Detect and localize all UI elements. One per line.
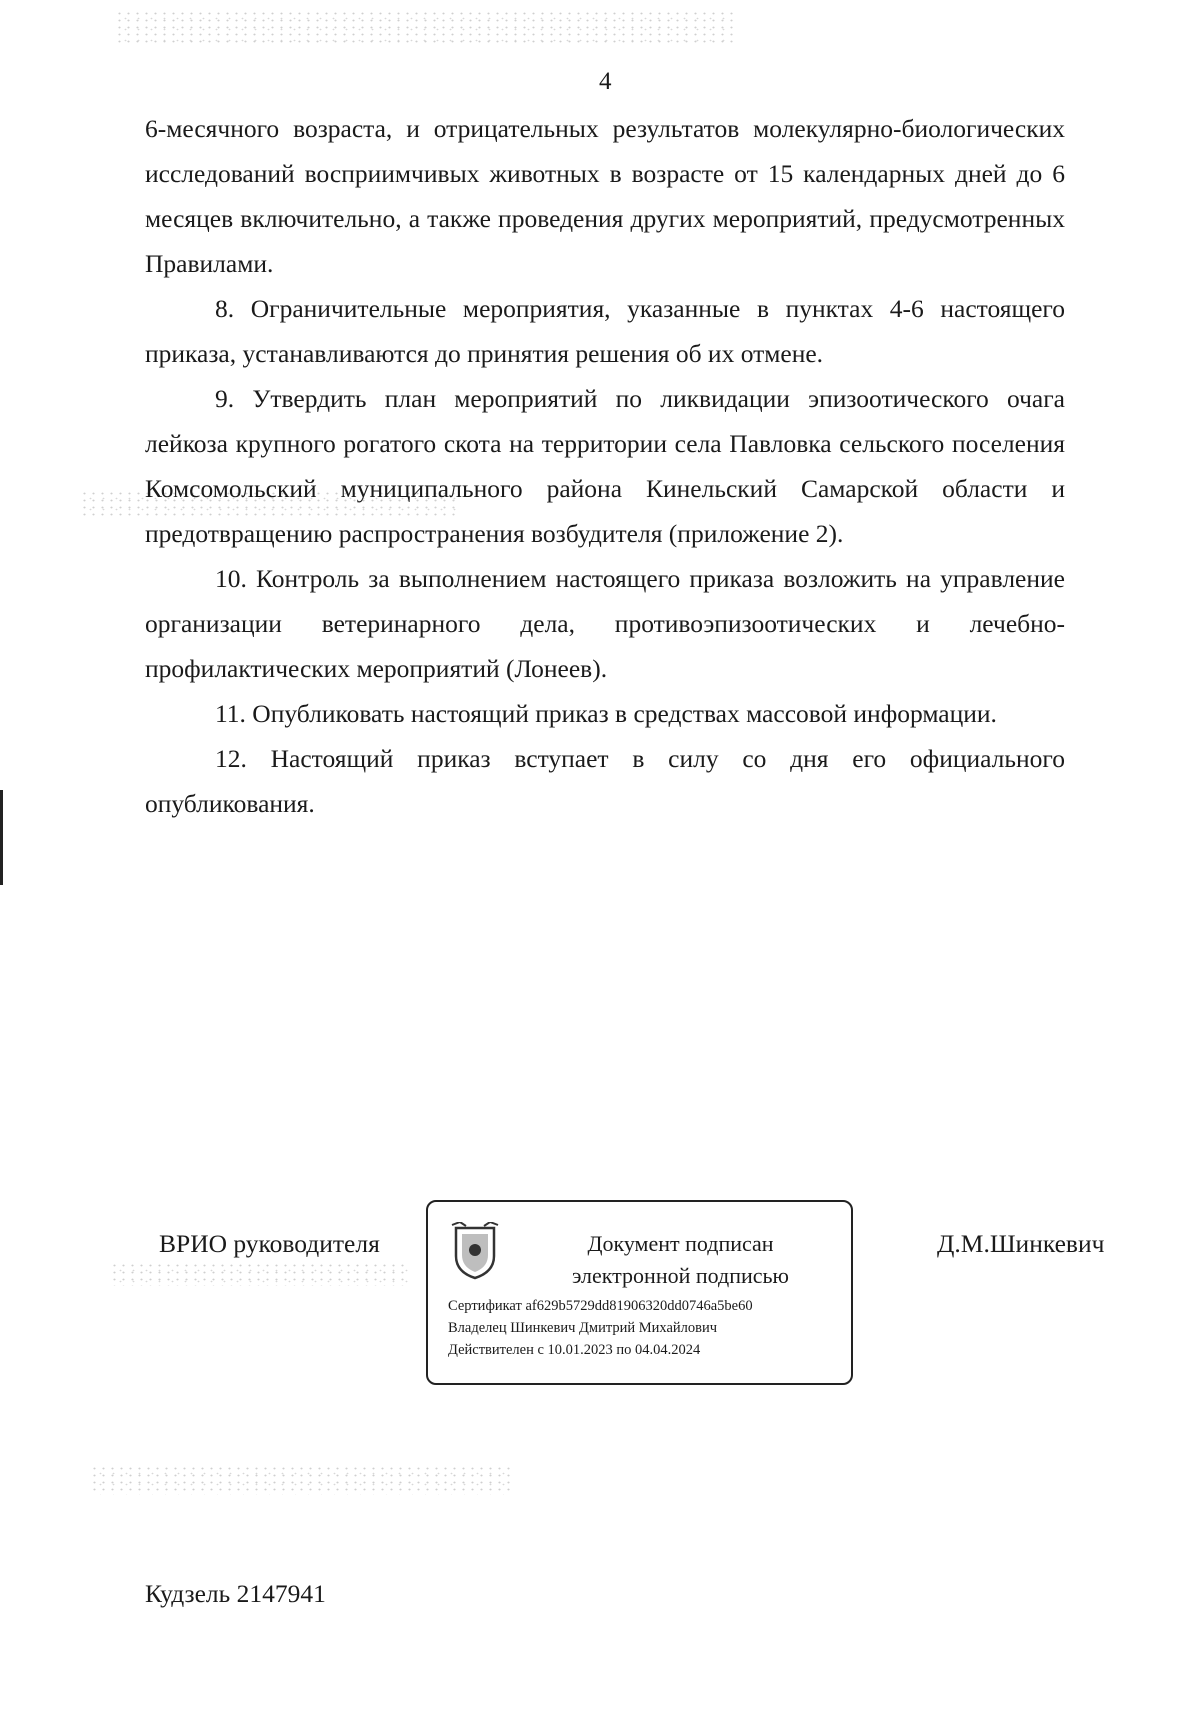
esign-owner: Владелец Шинкевич Дмитрий Михайлович [448, 1320, 718, 1336]
paragraph-item-8: 8. Ограничительные мероприятия, указанные в пунктах 4-6 настоящего приказа, устанавливаются до принятия решения об их отмене. [145, 294, 1065, 368]
paragraph-item-9: 9. Утвердить план мероприятий по ликвидации эпизоотического очага лейкоза крупного рогатого скота на территории села Павловка сельского поселения Комсомольский муниципального района Кинельский Самарской области и предотвращению распространения возбудителя (приложение 2). [145, 384, 1065, 548]
esign-validity: Действителен с 10.01.2023 по 04.04.2024 [448, 1342, 701, 1358]
paragraph-item-11: 11. Опубликовать настоящий приказ в средствах массовой информации. [215, 699, 997, 728]
scan-noise [115, 10, 735, 44]
paragraph-item-12: 12. Настоящий приказ вступает в силу со дня его официального опубликования. [145, 744, 1065, 818]
scan-noise [110, 1262, 410, 1286]
coat-of-arms-icon [450, 1222, 500, 1282]
scan-edge-mark [0, 790, 3, 885]
esign-certificate: Сертификат af629b5729dd81906320dd0746a5be60 [448, 1298, 753, 1314]
paragraph-item-10: 10. Контроль за выполнением настоящего приказа возложить на управление организации ветеринарного дела, противоэпизоотических и лечебно-профилактических мероприятий (Лонеев). [145, 564, 1065, 683]
paragraph-continuation: 6-месячного возраста, и отрицательных результатов молекулярно-биологических исследований восприимчивых животных в возрасте от 15 календарных дней до 6 месяцев включительно, а также проведения других мероприятий, предусмотренных Правилами. [145, 114, 1065, 278]
esign-title-line2: электронной подписью [571, 1263, 789, 1288]
scan-noise [90, 1465, 510, 1495]
page-number: 4 [599, 68, 612, 95]
electronic-signature-stamp [426, 1200, 853, 1385]
esign-title [508, 1228, 853, 1292]
executor-info: Кудзель 2147941 [145, 1579, 326, 1608]
signer-position: ВРИО руководителя [159, 1229, 380, 1258]
order-body [145, 106, 1065, 826]
signer-name: Д.М.Шинкевич [937, 1229, 1105, 1258]
esign-title-line1: Документ подписан [587, 1231, 774, 1256]
